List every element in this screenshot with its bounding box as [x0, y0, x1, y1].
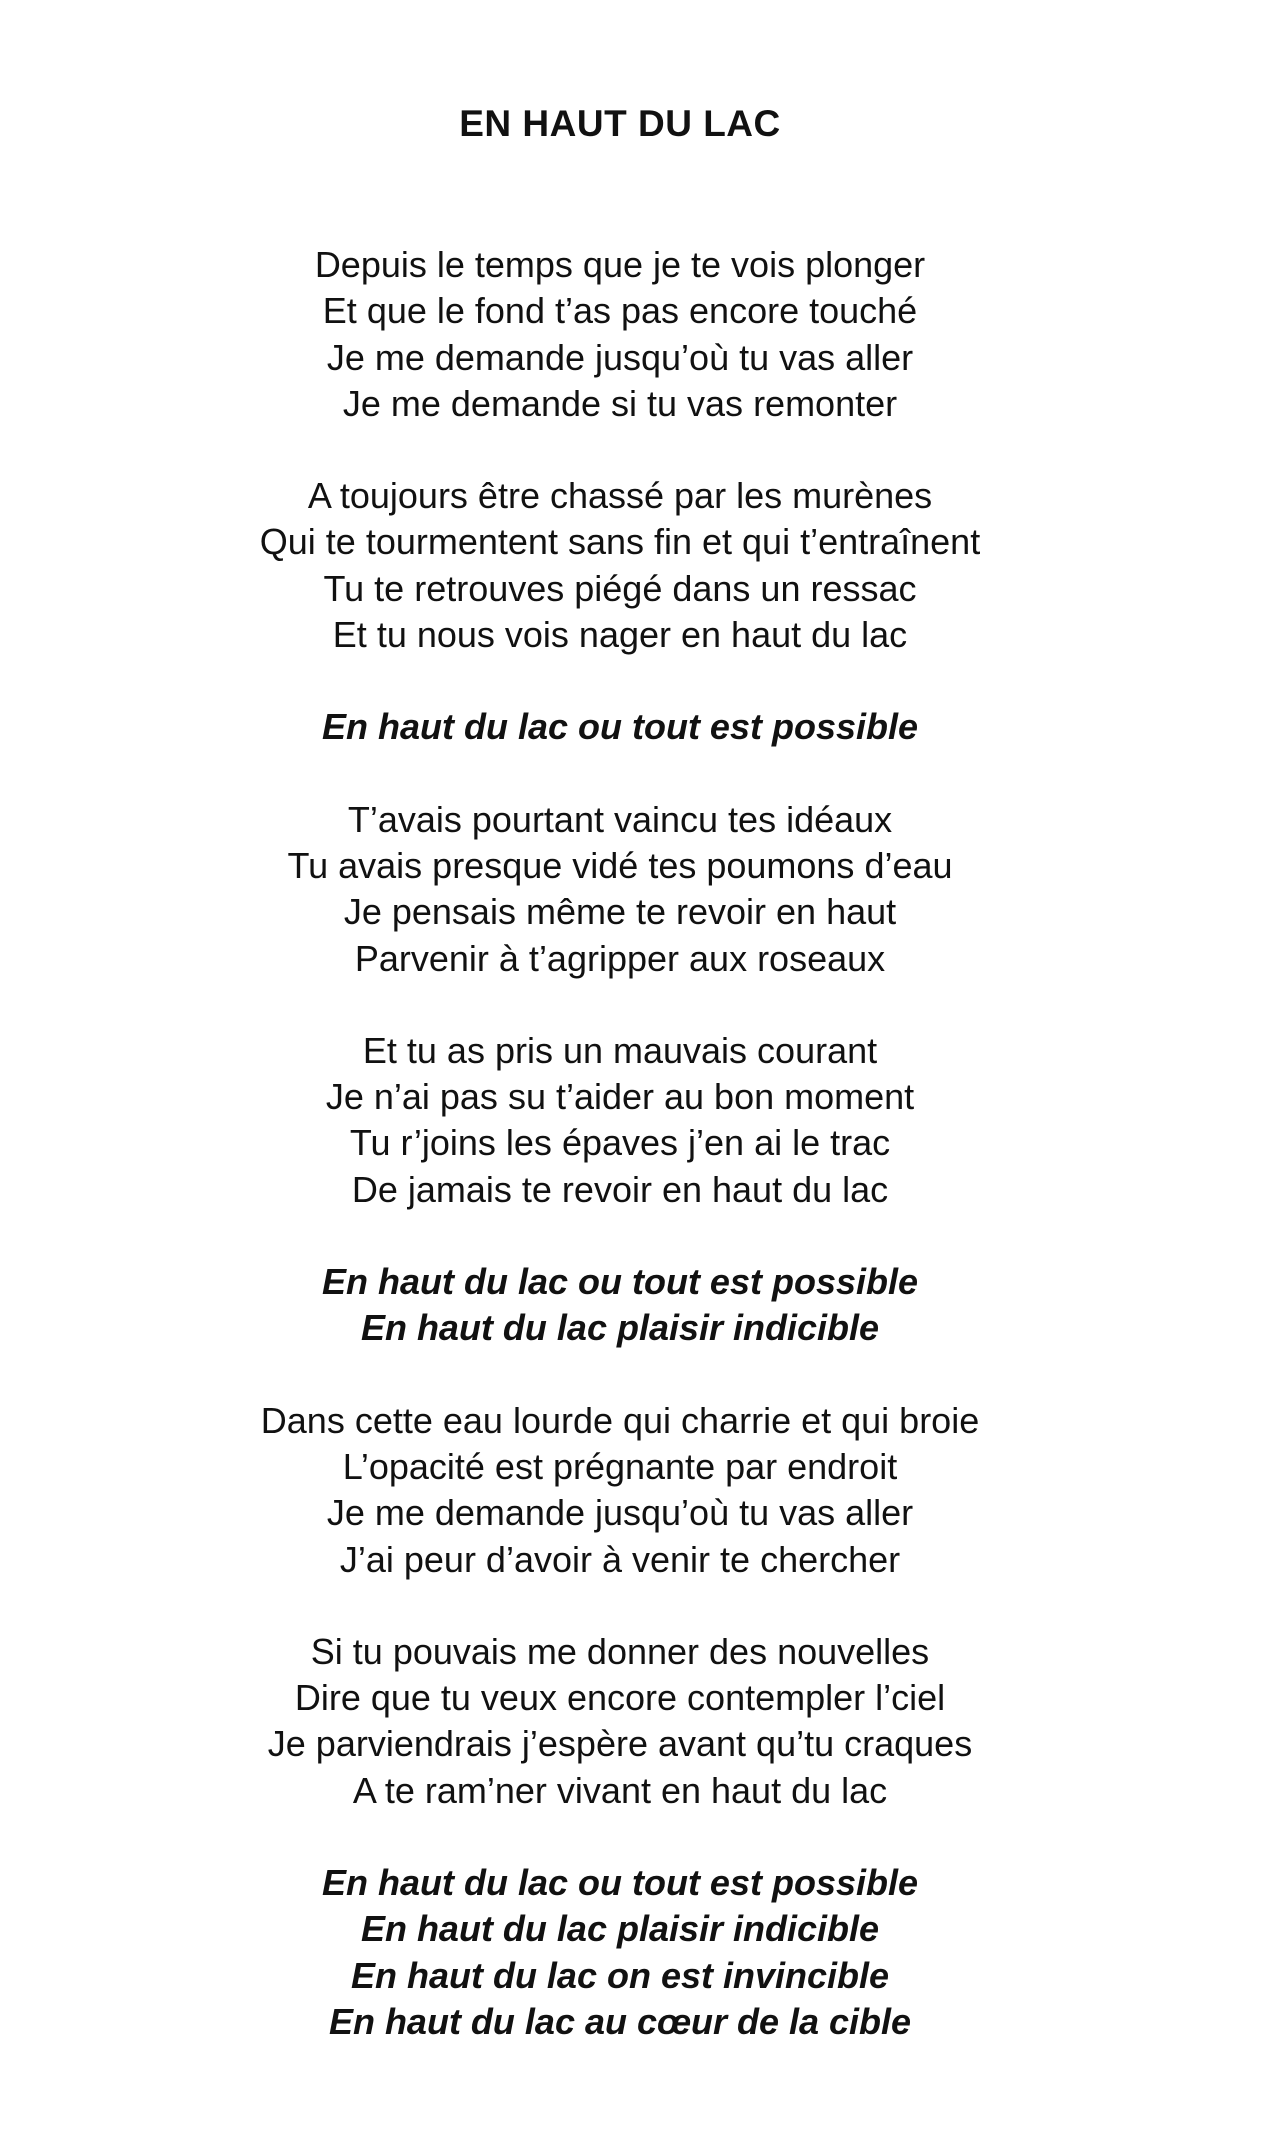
- verse-line: Parvenir à t’agripper aux roseaux: [354, 937, 886, 979]
- verse-line: Et que le fond t’as pas encore touché: [322, 290, 918, 332]
- verse-line: Je pensais même te revoir en haut: [343, 891, 897, 933]
- verse-line: A toujours être chassé par les murènes: [307, 475, 933, 517]
- verse-line: Je me demande jusqu’où tu vas aller: [326, 1492, 914, 1534]
- verse-line: Si tu pouvais me donner des nouvelles: [310, 1630, 930, 1672]
- verse-line: Dire que tu veux encore contempler l’ciel: [294, 1677, 946, 1719]
- verse-line: J’ai peur d’avoir à venir te chercher: [339, 1538, 901, 1580]
- stanza-5: [0, 1398, 1240, 1583]
- refrain-line: En haut du lac ou tout est possible: [321, 1862, 919, 1904]
- stanza-4: [0, 1028, 1240, 1213]
- verse-line: Dans cette eau lourde qui charrie et qui broie: [260, 1399, 980, 1441]
- verse-line: Tu avais presque vidé tes poumons d’eau: [287, 844, 953, 886]
- stanza-2: [0, 473, 1240, 658]
- verse-line: A te ram’ner vivant en haut du lac: [352, 1769, 888, 1811]
- verse-line: Je parviendrais j’espère avant qu’tu craques: [267, 1723, 973, 1765]
- verse-line: T’avais pourtant vaincu tes idéaux: [347, 798, 893, 840]
- verse-line: Tu r’joins les épaves j’en ai le trac: [349, 1122, 891, 1164]
- verse-line: Tu te retrouves piégé dans un ressac: [323, 567, 917, 609]
- verse-line: Et tu as pris un mauvais courant: [362, 1029, 878, 1071]
- verse-line: Je n’ai pas su t’aider au bon moment: [325, 1076, 915, 1118]
- verse-line: L’opacité est prégnante par endroit: [342, 1445, 898, 1487]
- verse-line: Je me demande si tu vas remonter: [342, 382, 898, 424]
- poem-title: EN HAUT DU LAC: [459, 103, 781, 144]
- refrain-line: En haut du lac ou tout est possible: [321, 1261, 919, 1303]
- poem-body: [0, 242, 1240, 2091]
- refrain-line: En haut du lac ou tout est possible: [321, 706, 919, 748]
- stanza-1: [0, 242, 1240, 427]
- verse-line: Depuis le temps que je te vois plonger: [314, 244, 926, 285]
- verse-line: Je me demande jusqu’où tu vas aller: [326, 336, 914, 378]
- refrain-3: [0, 1860, 1240, 2045]
- verse-line: Et tu nous vois nager en haut du lac: [332, 614, 908, 656]
- refrain-line: En haut du lac plaisir indicible: [360, 1307, 880, 1349]
- stanza-3: [0, 797, 1240, 982]
- refrain-line: En haut du lac plaisir indicible: [360, 1908, 880, 1950]
- verse-line: De jamais te revoir en haut du lac: [351, 1168, 889, 1210]
- refrain-2: [0, 1259, 1240, 1352]
- refrain-1: [0, 704, 1240, 750]
- verse-line: Qui te tourmentent sans fin et qui t’entraînent: [259, 521, 981, 563]
- stanza-6: [0, 1629, 1240, 1814]
- refrain-line: En haut du lac au cœur de la cible: [328, 2000, 912, 2042]
- refrain-line: En haut du lac on est invincible: [350, 1954, 890, 1996]
